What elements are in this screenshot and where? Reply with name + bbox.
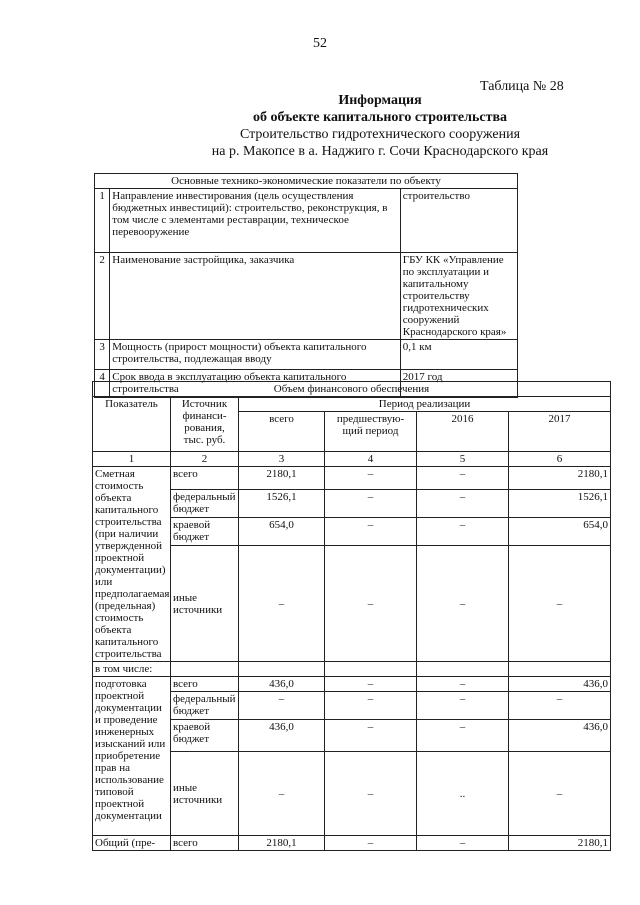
y2016-cell: – <box>417 720 509 752</box>
col-prev-header: предшествую-щий период <box>325 412 417 452</box>
subtitle-line-2: на р. Макопсе в а. Наджиго г. Сочи Краснодарского края <box>211 144 549 159</box>
tech-indicators-table <box>94 173 518 398</box>
y2017-cell: 436,0 <box>509 720 611 752</box>
page-number: 52 <box>313 36 327 51</box>
col-total-header: всего <box>239 412 325 452</box>
row-label: Направление инвестирования (цель осуществления бюджетных инвестиций): строительство, реконструкция, в том числе с элементами реставрации, техническое перевооружение <box>110 189 400 253</box>
total-cell: 2180,1 <box>239 467 325 490</box>
col-period-header: Период реализации <box>239 397 611 412</box>
table-row <box>95 340 518 370</box>
empty-cell <box>509 662 611 677</box>
total-cell: 2180,1 <box>239 836 325 851</box>
prev-cell: – <box>325 467 417 490</box>
y2016-cell: – <box>417 546 509 662</box>
col-number: 3 <box>239 452 325 467</box>
col-indicator-header: Показатель <box>93 397 171 452</box>
table-row <box>93 467 611 490</box>
table-row <box>93 546 611 662</box>
y2016-cell: – <box>417 518 509 546</box>
total-cell: – <box>239 692 325 720</box>
prev-cell: – <box>325 490 417 518</box>
prev-cell: – <box>325 518 417 546</box>
col-number: 5 <box>417 452 509 467</box>
row-number: 2 <box>95 253 110 340</box>
row-label: Срок ввода в эксплуатацию объекта капитального строительства <box>110 370 400 398</box>
section-label: подготовка проектной документации и проведение инженерных изысканий или приобретение прав на использование типовой проектной документации <box>93 677 171 836</box>
y2017-cell: – <box>509 692 611 720</box>
total-cell: – <box>239 546 325 662</box>
prev-cell: – <box>325 720 417 752</box>
table-row <box>93 518 611 546</box>
col-2017-header: 2017 <box>509 412 611 452</box>
source-cell: краевой бюджет <box>171 518 239 546</box>
col-number: 4 <box>325 452 417 467</box>
source-cell: федеральный бюджет <box>171 490 239 518</box>
row-value: 0,1 км <box>400 340 517 370</box>
tech-table-header: Основные технико-экономические показатели по объекту <box>95 174 518 189</box>
total-cell: 1526,1 <box>239 490 325 518</box>
empty-cell <box>171 662 239 677</box>
total-cell: – <box>239 752 325 836</box>
empty-cell <box>325 662 417 677</box>
row-value: 2017 год <box>400 370 517 398</box>
prev-cell: – <box>325 546 417 662</box>
source-cell: иные источники <box>171 752 239 836</box>
col-number: 1 <box>93 452 171 467</box>
source-cell: краевой бюджет <box>171 720 239 752</box>
row-value: строительство <box>400 189 517 253</box>
row-label: Мощность (прирост мощности) объекта капитального строительства, подлежащая вводу <box>110 340 400 370</box>
prev-cell: – <box>325 752 417 836</box>
table-row <box>93 662 611 677</box>
document-subtitle <box>0 126 640 160</box>
total-cell: 436,0 <box>239 677 325 692</box>
prev-cell: – <box>325 836 417 851</box>
col-number: 6 <box>509 452 611 467</box>
table-row <box>93 692 611 720</box>
table-row <box>93 752 611 836</box>
title-line-1: Информация <box>338 93 422 108</box>
row-value: ГБУ КК «Управление по эксплуатации и капитальному строительству гидротехнических сооружений Краснодарского края» <box>400 253 517 340</box>
y2017-cell: – <box>509 752 611 836</box>
source-cell: всего <box>171 467 239 490</box>
table-header-row <box>93 382 611 397</box>
y2017-cell: 654,0 <box>509 518 611 546</box>
subtitle-line-1: Строительство гидротехнического сооружения <box>239 127 521 142</box>
y2017-cell: 436,0 <box>509 677 611 692</box>
document-title <box>0 92 640 126</box>
row-label: Наименование застройщика, заказчика <box>110 253 400 340</box>
y2016-cell: – <box>417 467 509 490</box>
col-2016-header: 2016 <box>417 412 509 452</box>
table-row <box>93 490 611 518</box>
y2017-cell: 1526,1 <box>509 490 611 518</box>
y2017-cell: – <box>509 546 611 662</box>
y2016-cell: – <box>417 836 509 851</box>
y2016-cell: .. <box>417 752 509 836</box>
prev-cell: – <box>325 692 417 720</box>
total-cell: 654,0 <box>239 518 325 546</box>
table-label: Таблица № 28 <box>480 79 564 94</box>
prev-cell: – <box>325 677 417 692</box>
row-number: 3 <box>95 340 110 370</box>
y2016-cell: – <box>417 490 509 518</box>
empty-cell <box>239 662 325 677</box>
section-label: Сметная стоимость объекта капитального строительства (при наличии утвержденной проектной документации) или предполагаемая (предельная) стоимость объекта капитального строительства <box>93 467 171 662</box>
table-row <box>95 189 518 253</box>
y2016-cell: – <box>417 677 509 692</box>
table-row <box>93 836 611 851</box>
table-row <box>95 253 518 340</box>
title-line-2: об объекте капитального строительства <box>252 110 508 125</box>
column-numbers-row <box>93 452 611 467</box>
source-cell: всего <box>171 677 239 692</box>
row-number: 4 <box>95 370 110 398</box>
row-number: 1 <box>95 189 110 253</box>
empty-cell <box>417 662 509 677</box>
y2017-cell: 2180,1 <box>509 467 611 490</box>
table-header-row <box>93 397 611 412</box>
source-cell: всего <box>171 836 239 851</box>
financing-table <box>92 381 611 851</box>
source-cell: иные источники <box>171 546 239 662</box>
total-cell: 436,0 <box>239 720 325 752</box>
table-header-row <box>95 174 518 189</box>
fin-table-header: Объем финансового обеспечения <box>93 382 611 397</box>
col-source-header: Источник финанси-рования, тыс. руб. <box>171 397 239 452</box>
table-row <box>93 677 611 692</box>
y2016-cell: – <box>417 692 509 720</box>
source-cell: федеральный бюджет <box>171 692 239 720</box>
section-label: Общий (пре- <box>93 836 171 851</box>
including-label: в том числе: <box>93 662 171 677</box>
y2017-cell: 2180,1 <box>509 836 611 851</box>
table-row <box>93 720 611 752</box>
col-number: 2 <box>171 452 239 467</box>
